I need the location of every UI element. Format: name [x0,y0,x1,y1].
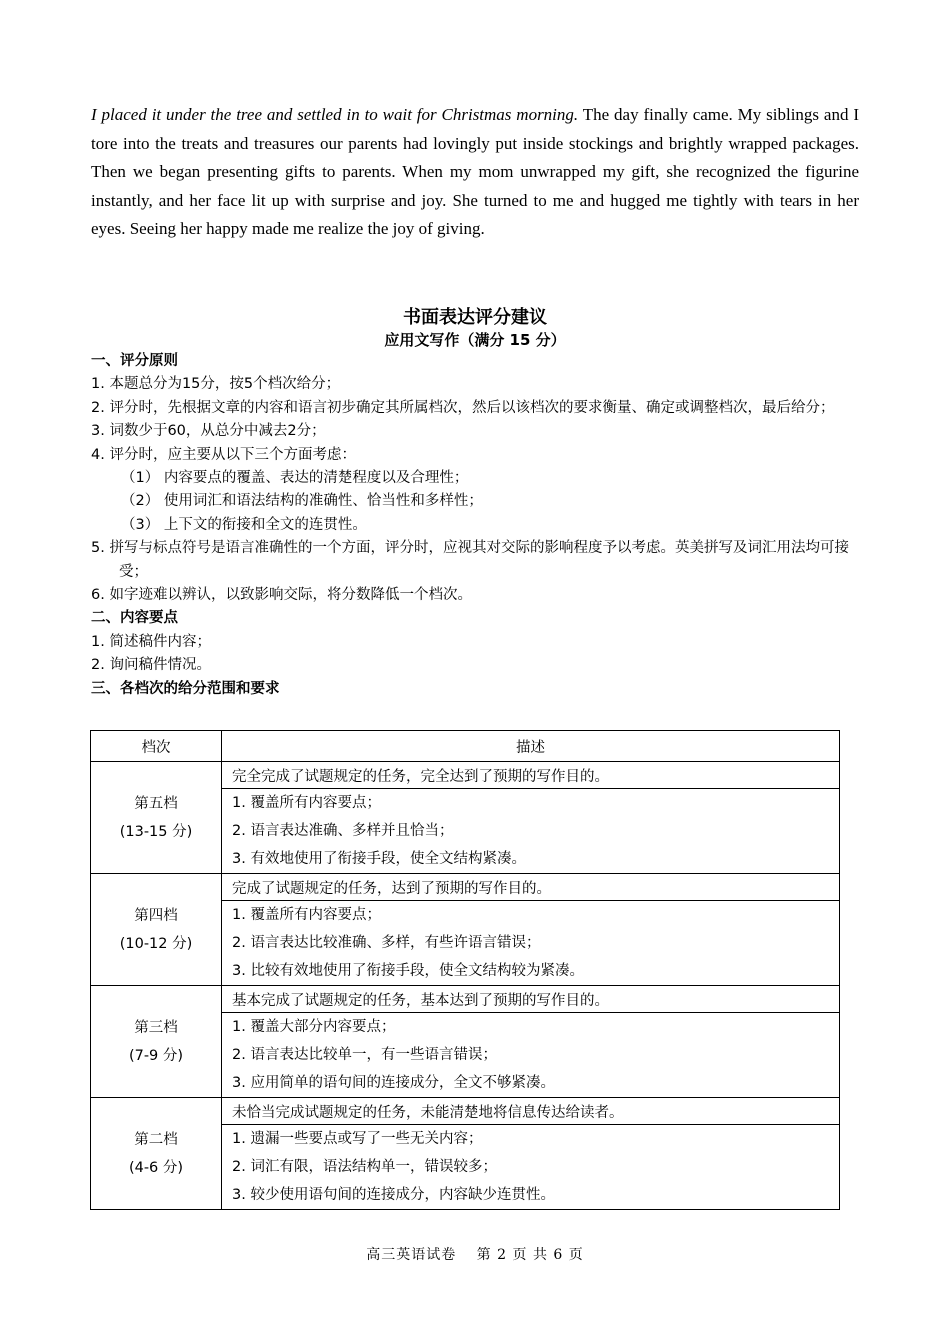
level-range: (4-6 分) [128,1159,184,1176]
principle-subitem: （2） 使用词汇和语法结构的准确性、恰当性和多样性； [121,493,483,510]
level-name: 第三档 [134,1019,178,1036]
level-range: (10-12 分) [119,935,193,952]
detail-line: 2. 词汇有限，语法结构单一，错误较多； [232,1159,497,1175]
level-range: (7-9 分) [128,1047,184,1064]
table-row [91,986,840,1013]
level-summary: 未恰当完成试题规定的任务，未能清楚地将信息传达给读者。 [222,1098,840,1125]
table-row [91,874,840,901]
detail-line: 1. 覆盖所有内容要点； [232,795,381,811]
story-rest: The day finally came. My siblings and I tore into the treats and treasures our parents had lovingly put inside stockings and brightly wrapped packages. Then we began presenting gifts to parents. When my mom unwrapped my gift, she recognized the figurine instantly, and her face lit up with surprise and joy. She turned to me and hugged me tightly with tears in her eyes. Seeing her happy made me realize the joy of giving. [91,105,859,239]
detail-line: 3. 应用简单的语句间的连接成分，全文不够紧凑。 [232,1075,555,1091]
detail-line: 2. 语言表达比较准确、多样，有些许语言错误； [232,935,541,951]
level-summary: 完成了试题规定的任务，达到了预期的写作目的。 [222,874,840,901]
level-details [222,1125,840,1210]
level-name: 第四档 [134,907,178,924]
principle-item: 3. 词数少于60，从总分中减去2分； [91,423,326,440]
level-cell [91,762,222,874]
level-details [222,1013,840,1098]
section-header-principles: 一、评分原则 [91,353,178,369]
level-summary: 基本完成了试题规定的任务，基本达到了预期的写作目的。 [222,986,840,1013]
level-details [222,789,840,874]
section-header-levels: 三、各档次的给分范围和要求 [91,680,280,697]
story-paragraph [91,101,859,244]
level-name: 第二档 [134,1131,178,1148]
level-cell [91,986,222,1098]
principle-item: 4. 评分时，应主要从以下三个方面考虑： [91,446,356,463]
page-subtitle: 应用文写作（满分 15 分） [384,331,566,349]
content-point-item: 1. 简述稿件内容； [91,633,211,650]
detail-line: 3. 有效地使用了衔接手段，使全文结构紧凑。 [232,851,526,867]
story-lead-sentence: I placed it under the tree and settled in to wait for Christmas morning. [91,105,579,124]
detail-line: 2. 语言表达准确、多样并且恰当； [232,823,454,839]
level-cell [91,1098,222,1210]
page-title: 书面表达评分建议 [403,307,547,328]
detail-line: 3. 较少使用语句间的连接成分，内容缺少连贯性。 [232,1187,555,1203]
content-point-item: 2. 询问稿件情况。 [91,657,211,674]
detail-line: 3. 比较有效地使用了衔接手段，使全文结构较为紧凑。 [232,963,584,979]
level-range: (13-15 分) [119,823,193,840]
level-details [222,901,840,986]
level-cell [91,874,222,986]
header-description: 描述 [222,731,840,762]
principle-subitem: （1） 内容要点的覆盖、表达的清楚程度以及合理性； [121,470,469,487]
level-summary: 完全完成了试题规定的任务，完全达到了预期的写作目的。 [222,762,840,789]
level-name: 第五档 [134,795,178,812]
principle-subitem: （3） 上下文的衔接和全文的连贯性。 [121,516,367,533]
detail-line: 1. 覆盖大部分内容要点； [232,1019,396,1035]
detail-line: 1. 覆盖所有内容要点； [232,907,381,923]
principle-item: 5. 拼写与标点符号是语言准确性的一个方面，评分时，应视其对交际的影响程度予以考虑。英美拼写及词汇用法均可接受； [91,540,849,580]
section-header-content-points: 二、内容要点 [91,610,178,627]
table-row [91,1098,840,1125]
grading-table [90,730,840,1210]
table-header-row [91,731,840,762]
principle-item: 6. 如字迹难以辨认，以致影响交际，将分数降低一个档次。 [91,587,472,604]
table-row [91,762,840,789]
detail-line: 1. 遗漏一些要点或写了一些无关内容； [232,1131,483,1147]
detail-line: 2. 语言表达比较单一，有一些语言错误； [232,1047,497,1063]
header-level: 档次 [91,731,222,762]
page-footer: 高三英语试卷 第 2 页 共 6 页 [366,1247,584,1263]
scoring-rules [91,350,866,701]
principle-item: 1. 本题总分为15分，按5个档次给分； [91,376,341,393]
principle-item: 2. 评分时，先根据文章的内容和语言初步确定其所属档次，然后以该档次的要求衡量、确定或调整档次，最后给分； [91,399,835,416]
